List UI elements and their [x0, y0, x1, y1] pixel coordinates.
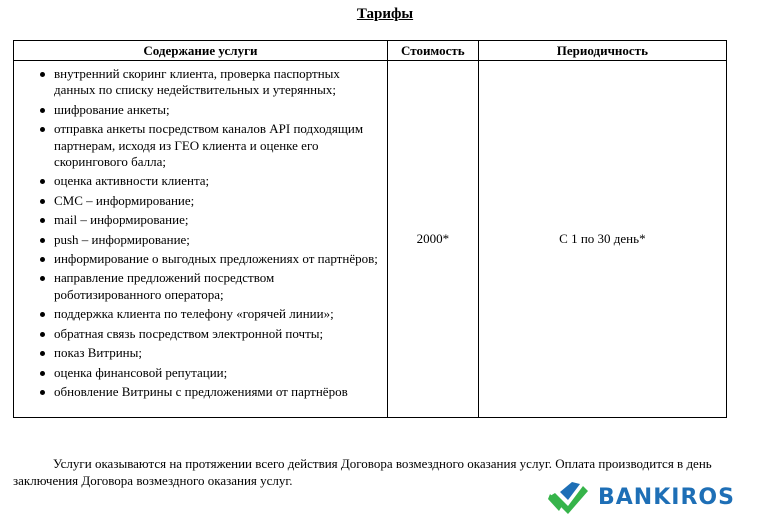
header-cost: Стоимость — [387, 41, 478, 61]
header-services: Содержание услуги — [14, 41, 388, 61]
bullet-icon — [40, 238, 45, 243]
header-period: Периодичность — [478, 41, 726, 61]
list-item: направление предложений посредством роботизированного оператора; — [20, 270, 379, 303]
services-cell — [14, 61, 388, 418]
list-item: информирование о выгодных предложениях от партнёров; — [20, 251, 379, 267]
bankiros-logo — [548, 480, 753, 514]
list-item: обновление Витрины с предложениями от партнёров — [20, 384, 379, 400]
list-item: обратная связь посредством электронной почты; — [20, 326, 379, 342]
period-cell: С 1 по 30 день* — [478, 61, 726, 418]
bullet-icon — [40, 371, 45, 376]
list-item: mail – информирование; — [20, 212, 379, 228]
bankiros-wordmark: BANKIROS — [598, 484, 735, 510]
list-item: оценка активности клиента; — [20, 173, 379, 189]
list-item: шифрование анкеты; — [20, 102, 379, 118]
bankiros-diamond-check-icon — [548, 480, 590, 514]
cost-cell: 2000* — [387, 61, 478, 418]
table-row — [14, 61, 727, 418]
list-item: оценка финансовой репутации; — [20, 365, 379, 381]
payment-note: Услуги оказываются на протяжении всего действия Договора возмездного оказания услуг. Оплата производится в день заключения Договора возмездного оказания услуг. — [13, 456, 712, 488]
list-item: поддержка клиента по телефону «горячей линии»; — [20, 306, 379, 322]
list-item: push – информирование; — [20, 232, 379, 248]
bullet-icon — [40, 72, 45, 77]
bullet-icon — [40, 390, 45, 395]
bullet-icon — [40, 108, 45, 113]
tariffs-table — [13, 40, 727, 418]
list-item: СМС – информирование; — [20, 193, 379, 209]
list-item: внутренний скоринг клиента, проверка паспортных данных по списку недействительных и утерянных; — [20, 66, 379, 99]
list-item: показ Витрины; — [20, 345, 379, 361]
table-header-row — [14, 41, 727, 61]
list-item: отправка анкеты посредством каналов API подходящим партнерам, исходя из ГЕО клиента и оценке его скорингового балла; — [20, 121, 379, 170]
bullet-icon — [40, 199, 45, 204]
bullet-icon — [40, 332, 45, 337]
page-title: Тарифы — [356, 6, 414, 22]
services-list — [20, 66, 379, 400]
